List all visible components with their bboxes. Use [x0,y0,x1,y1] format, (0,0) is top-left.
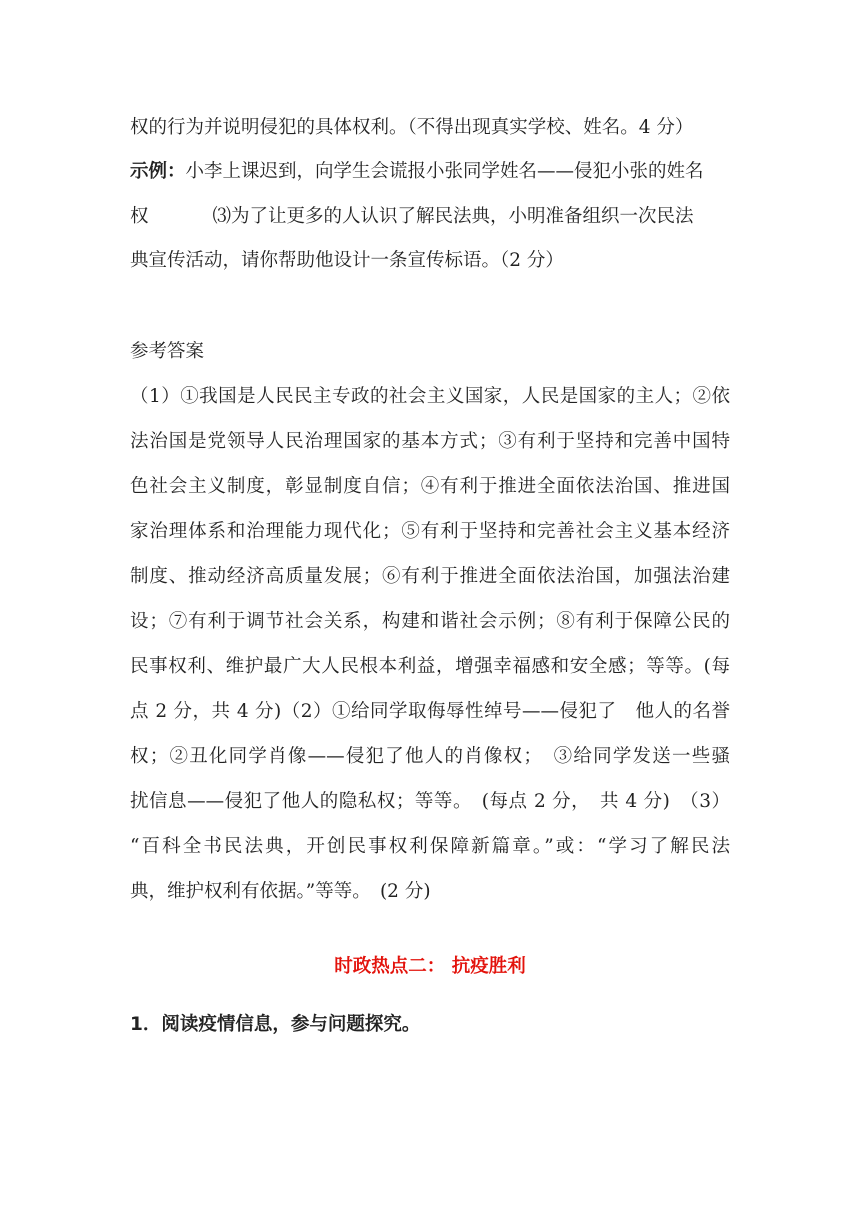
answer-line: 家治理体系和治理能力现代化；⑤有利于坚持和完善社会主义基本经济 [130,521,730,542]
answer-line: 权；②丑化同学肖像——侵犯了他人的肖像权； ③给同学发送一些骚 [130,746,730,767]
section-title: 时政热点二： 抗疫胜利 [334,956,526,977]
answer-line: 设；⑦有利于调节社会关系，构建和谐社会示例；⑧有利于保障公民的 [130,611,730,632]
answer-line: 典，维护权利有依据。”等等。 (2 分) [130,881,431,902]
answer-line: 色社会主义制度，彰显制度自信；④有利于推进全面依法治国、推进国 [130,476,730,497]
question-line-4: 典宣传活动，请你帮助他设计一条宣传标语。（2 分） [130,250,564,271]
example-text: 小李上课迟到，向学生会谎报小张同学姓名——侵犯小张的姓名 [185,161,704,182]
question-line-3-rest: ⑶为了让更多的人认识了解民法典，小明准备组织一次民法 [212,206,694,227]
answer-line: 扰信息——侵犯了他人的隐私权；等等。 (每点 2 分， 共 4 分) （3） [130,791,730,812]
question-line-3-start: 权 [130,206,149,227]
question-line-1: 权的行为并说明侵犯的具体权利。（不得出现真实学校、姓名。4 分） [130,117,694,138]
answer-line: “百科全书民法典，开创民事权利保障新篇章。”或：“学习了解民法 [130,836,730,857]
answer-line: 点 2 分，共 4 分)（2）①给同学取侮辱性绰号——侵犯了 他人的名誉 [130,701,730,722]
question-1: 1．阅读疫情信息，参与问题探究。 [130,1014,421,1035]
answer-line: （1）①我国是人民民主专政的社会主义国家，人民是国家的主人；②依 [130,386,730,407]
example-line [130,160,704,184]
answer-line: 民事权利、维护最广大人民根本利益，增强幸福感和安全感；等等。(每 [130,656,730,677]
question-line-3 [130,205,694,229]
answer-line: 制度、推动经济高质量发展；⑥有利于推进全面依法治国，加强法治建 [130,566,730,587]
answer-line: 法治国是党领导人民治理国家的基本方式；③有利于坚持和完善中国特 [130,431,730,452]
example-label: 示例： [130,161,186,182]
answer-heading: 参考答案 [130,341,205,362]
